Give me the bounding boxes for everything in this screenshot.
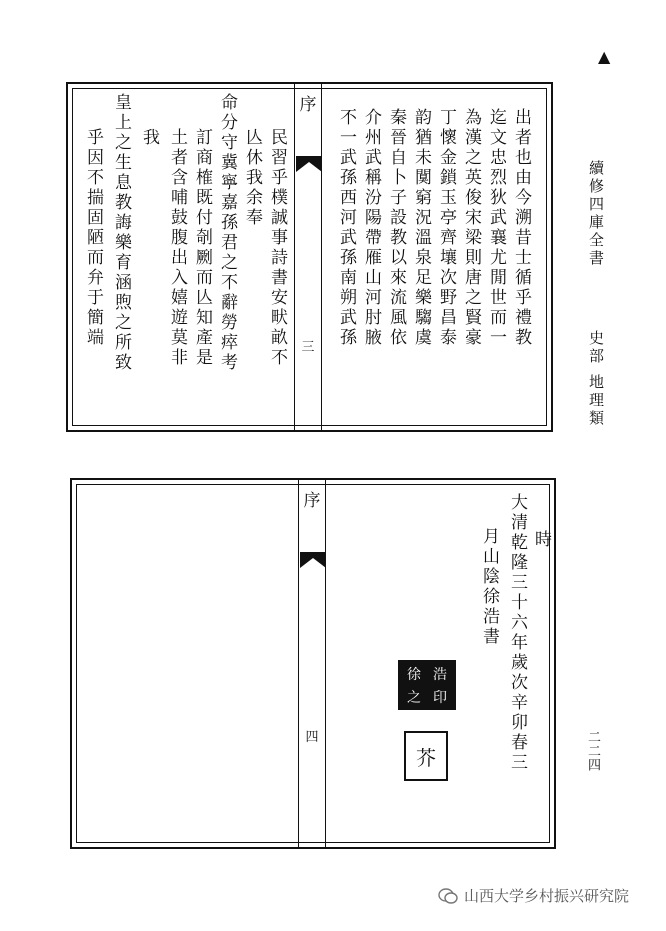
square-seal	[398, 660, 456, 710]
top-page-center-page: 三	[301, 340, 315, 355]
wechat-icon	[438, 888, 458, 904]
oval-seal	[404, 731, 448, 781]
text-column: 民習乎樸誠事詩書安畎畝不	[267, 128, 287, 368]
text-column: 為漢之英俊宋梁則唐之賢豪	[461, 108, 481, 348]
text-column: 皇上之生息教誨樂育涵煦之所致	[111, 93, 131, 373]
seal-character: 徐	[407, 666, 422, 683]
text-column: 秦晉自卜子設教以來流風依	[386, 108, 406, 348]
watermark-text: 山西大学乡村振兴研究院	[464, 887, 630, 905]
text-column: 乎因不揣固陋而弁于簡端	[83, 128, 103, 348]
fish-tail-icon	[300, 552, 326, 568]
top-page-center-title: 序	[299, 95, 317, 115]
text-column: 大清乾隆三十六年歲次辛卯春三	[507, 493, 527, 773]
corner-mark: ▲	[598, 47, 611, 66]
text-column: 丁懷金鎖玉亭齊壤次野昌泰	[436, 108, 456, 348]
top-page-fold-column	[294, 84, 322, 430]
text-column: 迄文忠烈狄武襄尤閒世而一	[486, 108, 506, 348]
bottom-page-center-page: 四	[305, 730, 319, 745]
text-column: 月山陰徐浩書	[479, 527, 499, 647]
section-title: 史部 地理類	[587, 330, 605, 428]
page-number: 二二四	[585, 730, 600, 772]
text-column: 土者含哺鼓腹出入嬉遊莫非	[167, 128, 187, 368]
text-column: 韵猶未闃窮況溫泉足樂騶虞	[411, 108, 431, 348]
book-title: 續修四庫全書	[587, 160, 605, 268]
text-column: 介州武稱汾陽帶雁山河肘腋	[361, 108, 381, 348]
text-column: 訂商榷既付剞劂而亾知產是	[192, 128, 212, 368]
watermark	[438, 885, 629, 906]
seal-character: 印	[432, 689, 447, 706]
text-column: 時	[531, 530, 551, 550]
text-column: 不一武孫西河武孫南朔武孫	[336, 108, 356, 348]
seal-character: 浩	[432, 666, 447, 683]
text-column: 亾休我余奉	[242, 128, 262, 228]
bottom-page-center-title: 序	[303, 491, 321, 511]
bottom-page-fold-column	[298, 480, 326, 847]
fish-tail-icon	[296, 156, 322, 172]
seal-character: 之	[407, 689, 422, 706]
seal-character: 芥	[416, 745, 436, 770]
text-column: 我	[139, 128, 159, 148]
text-column: 出者也由今溯昔士循乎禮教	[511, 108, 531, 348]
text-column: 命分守冀寧嘉孫君之不辭勞瘁考	[217, 93, 237, 373]
